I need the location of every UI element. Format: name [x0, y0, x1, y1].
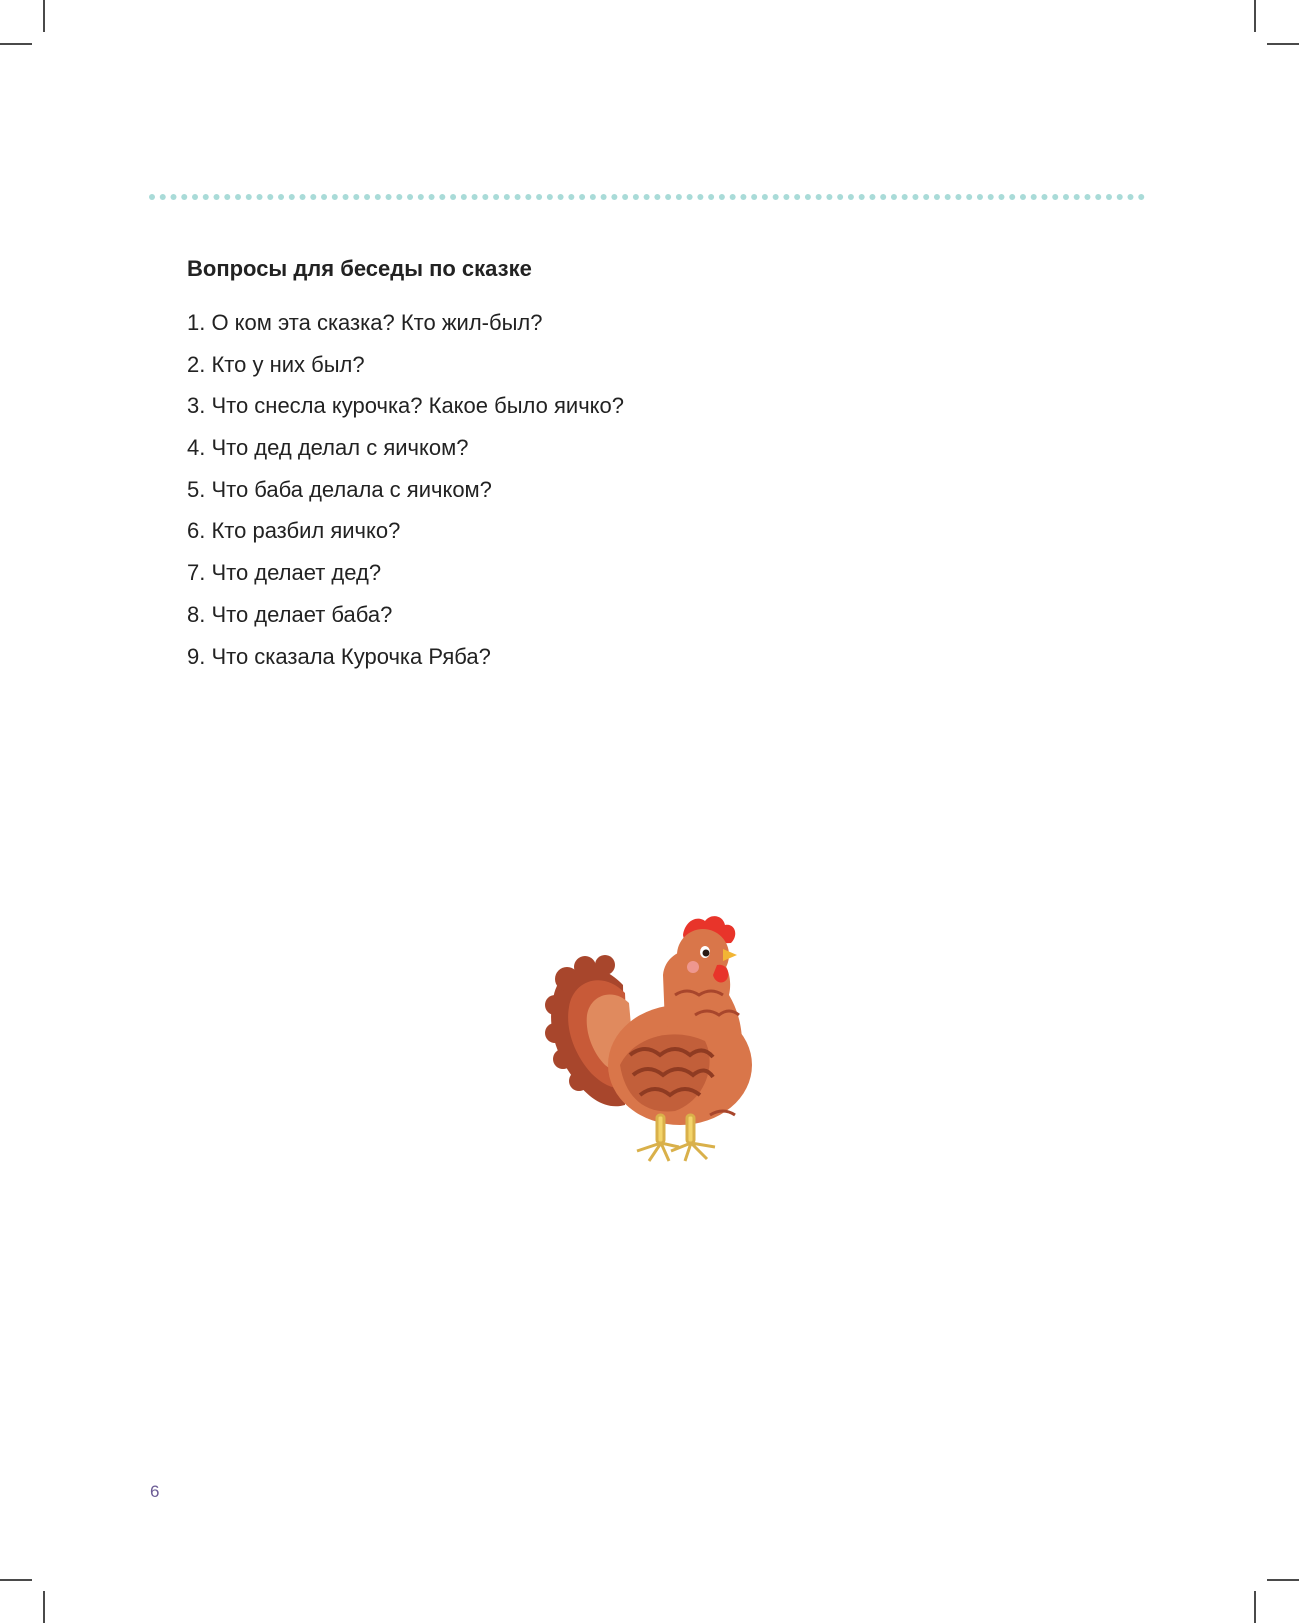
- divider-dot: [1138, 194, 1144, 200]
- divider-dot: [880, 194, 886, 200]
- divider-dot: [697, 194, 703, 200]
- question-item: 3. Что снесла курочка? Какое было яичко?: [187, 393, 624, 419]
- crop-mark-bottom-left-horizontal: [0, 1579, 32, 1581]
- question-item: 4. Что дед делал с яичком?: [187, 435, 469, 461]
- dotted-divider: [148, 193, 1148, 201]
- divider-dot: [773, 194, 779, 200]
- divider-dot: [375, 194, 381, 200]
- crop-mark-top-right-horizontal: [1267, 43, 1299, 45]
- question-item: 5. Что баба делала с яичком?: [187, 476, 492, 502]
- question-item: 1. О ком эта сказка? Кто жил-был?: [187, 310, 543, 335]
- question-item: 9. Что сказала Курочка Ряба?: [187, 643, 491, 669]
- divider-dot: [934, 194, 940, 200]
- crop-mark-bottom-right-vertical: [1254, 1591, 1256, 1623]
- divider-dot: [525, 194, 531, 200]
- divider-dot: [633, 194, 639, 200]
- divider-dot: [289, 194, 295, 200]
- divider-dot: [353, 194, 359, 200]
- divider-dot: [622, 194, 628, 200]
- divider-dot: [719, 194, 725, 200]
- divider-dot: [1074, 194, 1080, 200]
- divider-dot: [149, 194, 155, 200]
- divider-dot: [1117, 194, 1123, 200]
- divider-dot: [590, 194, 596, 200]
- divider-dot: [171, 194, 177, 200]
- divider-dot: [235, 194, 241, 200]
- divider-dot: [407, 194, 413, 200]
- question-list: [187, 310, 624, 685]
- divider-dot: [1052, 194, 1058, 200]
- divider-dot: [386, 194, 392, 200]
- divider-dot: [493, 194, 499, 200]
- divider-dot: [472, 194, 478, 200]
- divider-dot: [547, 194, 553, 200]
- divider-dot: [224, 194, 230, 200]
- divider-dot: [654, 194, 660, 200]
- crop-mark-bottom-left-vertical: [43, 1591, 45, 1623]
- crop-mark-bottom-right-horizontal: [1267, 1579, 1299, 1581]
- divider-dot: [1127, 194, 1133, 200]
- divider-dot: [558, 194, 564, 200]
- divider-dot: [601, 194, 607, 200]
- hen-illustration: [545, 915, 765, 1180]
- hen-body: [608, 949, 752, 1125]
- divider-dot: [891, 194, 897, 200]
- divider-dot: [794, 194, 800, 200]
- question-item: 8. Что делает баба?: [187, 601, 393, 627]
- divider-dot: [321, 194, 327, 200]
- divider-dot: [751, 194, 757, 200]
- question-item: 2. Кто у них был?: [187, 351, 365, 377]
- divider-dot: [536, 194, 542, 200]
- divider-dot: [687, 194, 693, 200]
- divider-dot: [332, 194, 338, 200]
- divider-dot: [579, 194, 585, 200]
- divider-dot: [246, 194, 252, 200]
- divider-dot: [923, 194, 929, 200]
- divider-dot: [203, 194, 209, 200]
- divider-dot: [418, 194, 424, 200]
- hen-head: [677, 916, 737, 982]
- divider-dot: [665, 194, 671, 200]
- divider-dot: [783, 194, 789, 200]
- divider-dot: [977, 194, 983, 200]
- divider-dot: [429, 194, 435, 200]
- divider-dot: [644, 194, 650, 200]
- divider-dot: [461, 194, 467, 200]
- divider-dot: [1084, 194, 1090, 200]
- divider-dot: [1041, 194, 1047, 200]
- divider-dot: [1020, 194, 1026, 200]
- divider-dot: [482, 194, 488, 200]
- divider-dot: [181, 194, 187, 200]
- divider-dot: [869, 194, 875, 200]
- divider-dot: [568, 194, 574, 200]
- divider-dot: [611, 194, 617, 200]
- divider-dot: [988, 194, 994, 200]
- divider-dot: [912, 194, 918, 200]
- divider-dot: [966, 194, 972, 200]
- divider-dot: [730, 194, 736, 200]
- divider-dot: [1009, 194, 1015, 200]
- divider-dot: [192, 194, 198, 200]
- divider-dot: [364, 194, 370, 200]
- divider-dot: [1063, 194, 1069, 200]
- divider-dot: [515, 194, 521, 200]
- page-number: 6: [150, 1482, 160, 1501]
- divider-dot: [816, 194, 822, 200]
- divider-dot: [859, 194, 865, 200]
- crop-mark-top-left-vertical: [43, 0, 45, 32]
- divider-dot: [257, 194, 263, 200]
- divider-dot: [998, 194, 1004, 200]
- question-item: 7. Что делает дед?: [187, 560, 382, 586]
- divider-dot: [300, 194, 306, 200]
- divider-dot: [955, 194, 961, 200]
- divider-dot: [805, 194, 811, 200]
- question-item: 6. Кто разбил яичко?: [187, 518, 401, 544]
- divider-dot: [1095, 194, 1101, 200]
- divider-dot: [396, 194, 402, 200]
- divider-dot: [1031, 194, 1037, 200]
- divider-dot: [762, 194, 768, 200]
- divider-dot: [310, 194, 316, 200]
- divider-dot: [450, 194, 456, 200]
- divider-dot: [837, 194, 843, 200]
- divider-dot: [902, 194, 908, 200]
- section-heading: Вопросы для беседы по сказке: [187, 256, 532, 281]
- divider-dot: [1106, 194, 1112, 200]
- divider-dot: [708, 194, 714, 200]
- divider-dot: [848, 194, 854, 200]
- divider-dot: [267, 194, 273, 200]
- divider-dot: [504, 194, 510, 200]
- divider-dot: [278, 194, 284, 200]
- crop-mark-top-left-horizontal: [0, 43, 32, 45]
- divider-dot: [160, 194, 166, 200]
- crop-mark-top-right-vertical: [1254, 0, 1256, 32]
- divider-dot: [826, 194, 832, 200]
- divider-dot: [439, 194, 445, 200]
- divider-dot: [945, 194, 951, 200]
- divider-dot: [343, 194, 349, 200]
- divider-dot: [676, 194, 682, 200]
- divider-dot: [214, 194, 220, 200]
- divider-dot: [740, 194, 746, 200]
